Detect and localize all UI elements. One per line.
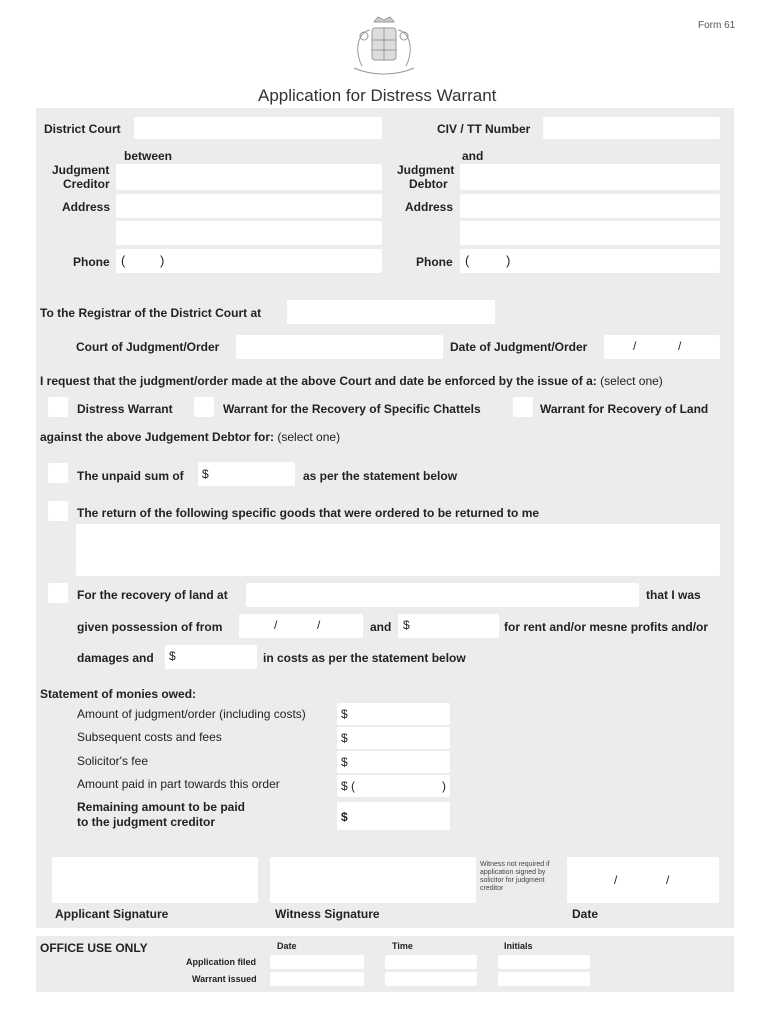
return-goods-field[interactable] [76, 524, 720, 576]
issued-initials-field[interactable] [498, 972, 590, 986]
recovery-land-label: For the recovery of land at [77, 588, 228, 602]
witness-signature-field[interactable] [270, 857, 476, 903]
office-col-date: Date [277, 941, 297, 951]
and-label: and [462, 149, 484, 163]
rent-currency: $ [403, 618, 410, 632]
witness-note-line-4: creditor [480, 885, 504, 892]
creditor-label-1: Judgment [52, 163, 110, 177]
possession-date-sep-1: / [274, 618, 278, 632]
creditor-phone-open: ( [121, 253, 126, 268]
against-select-one: (select one) [277, 430, 341, 444]
return-goods-label: The return of the following specific goods that were ordered to be returned to me [77, 506, 540, 520]
date-sep-1: / [633, 339, 637, 353]
chattels-warrant-checkbox[interactable] [194, 397, 214, 417]
request-text [40, 374, 663, 388]
court-of-judgment-label: Court of Judgment/Order [76, 340, 220, 354]
debtor-address-line1[interactable] [460, 194, 720, 218]
statement-heading: Statement of monies owed: [40, 687, 197, 701]
statement-row-2-field[interactable] [337, 727, 450, 749]
to-registrar-label: To the Registrar of the District Court at [40, 306, 262, 320]
statement-row-2-prefix: $ [341, 731, 348, 745]
date-of-judgment-field[interactable] [604, 335, 720, 359]
date-of-judgment-label: Date of Judgment/Order [450, 340, 588, 354]
request-select-one: (select one) [600, 374, 663, 388]
nz-coat-of-arms-icon [344, 14, 424, 80]
office-row-issued: Warrant issued [192, 974, 257, 984]
creditor-phone-label: Phone [73, 255, 110, 269]
page-title: Application for Distress Warrant [258, 86, 497, 105]
creditor-address-line1[interactable] [116, 194, 382, 218]
debtor-address-label: Address [405, 200, 454, 214]
possession-date-sep-2: / [317, 618, 321, 632]
issued-date-field[interactable] [270, 972, 364, 986]
district-court-field[interactable] [134, 117, 382, 139]
land-warrant-label: Warrant for Recovery of Land [540, 402, 709, 416]
unpaid-sum-currency: $ [202, 467, 209, 481]
that-i-was-label: that I was [646, 588, 701, 602]
filed-date-field[interactable] [270, 955, 364, 969]
witness-note-line-3: solicitor for judgment [480, 877, 545, 884]
creditor-address-line2[interactable] [116, 221, 382, 245]
remaining-amount-field[interactable] [337, 802, 450, 830]
statement-row-2-label: Subsequent costs and fees [77, 730, 222, 744]
statement-row-4-prefix: $ ( [341, 779, 356, 793]
given-possession-label: given possession of from [77, 620, 223, 634]
court-of-judgment-field[interactable] [236, 335, 443, 359]
signature-date-sep-1: / [614, 873, 618, 887]
remaining-label-2: to the judgment creditor [77, 815, 215, 829]
creditor-label-2: Creditor [63, 177, 110, 191]
signature-date-label: Date [572, 907, 599, 921]
witness-note [480, 861, 550, 893]
civ-number-label: CIV / TT Number [437, 122, 531, 136]
debtor-name-field[interactable] [460, 164, 720, 190]
creditor-phone-close: ) [160, 253, 165, 268]
rent-amount-field[interactable] [398, 614, 499, 638]
office-col-time: Time [392, 941, 413, 951]
distress-warrant-checkbox[interactable] [48, 397, 68, 417]
return-goods-checkbox[interactable] [48, 501, 68, 521]
unpaid-sum-checkbox[interactable] [48, 463, 68, 483]
signature-date-sep-2: / [666, 873, 670, 887]
registrar-court-field[interactable] [287, 300, 495, 324]
office-use-heading: OFFICE USE ONLY [40, 941, 148, 955]
chattels-warrant-label: Warrant for the Recovery of Specific Chattels [223, 402, 481, 416]
remaining-label-1: Remaining amount to be paid [77, 800, 246, 814]
applicant-signature-label: Applicant Signature [55, 907, 169, 921]
issued-time-field[interactable] [385, 972, 477, 986]
debtor-phone-label: Phone [416, 255, 453, 269]
creditor-name-field[interactable] [116, 164, 382, 190]
between-label: between [124, 149, 173, 163]
statement-row-1-field[interactable] [337, 703, 450, 725]
recovery-land-field[interactable] [246, 583, 639, 607]
debtor-label-2: Debtor [409, 177, 448, 191]
damages-amount-field[interactable] [165, 645, 257, 669]
statement-row-4-label: Amount paid in part towards this order [77, 777, 280, 791]
unpaid-sum-label: The unpaid sum of [77, 469, 184, 483]
witness-note-line-1: Witness not required if [480, 861, 550, 868]
signature-date-field[interactable] [567, 857, 719, 903]
creditor-phone-field[interactable] [116, 249, 382, 273]
statement-row-1-prefix: $ [341, 707, 348, 721]
filed-time-field[interactable] [385, 955, 477, 969]
unpaid-sum-suffix: as per the statement below [303, 469, 458, 483]
statement-row-3-field[interactable] [337, 751, 450, 773]
in-costs-text: in costs as per the statement below [263, 651, 466, 665]
debtor-phone-field[interactable] [460, 249, 720, 273]
distress-warrant-label: Distress Warrant [77, 402, 173, 416]
debtor-label-1: Judgment [397, 163, 455, 177]
date-sep-2: / [678, 339, 682, 353]
possession-date-field[interactable] [239, 614, 363, 638]
unpaid-sum-field[interactable] [198, 462, 295, 486]
filed-initials-field[interactable] [498, 955, 590, 969]
debtor-phone-close: ) [506, 253, 511, 268]
land-warrant-checkbox[interactable] [513, 397, 533, 417]
creditor-address-label: Address [62, 200, 111, 214]
statement-row-3-label: Solicitor's fee [77, 754, 148, 768]
statement-row-3-prefix: $ [341, 755, 348, 769]
debtor-phone-open: ( [465, 253, 470, 268]
statement-row-1-label: Amount of judgment/order (including costs) [77, 707, 306, 721]
possession-and-label: and [370, 620, 392, 634]
statement-row-4-suffix: ) [442, 779, 446, 793]
civ-number-field[interactable] [543, 117, 720, 139]
damages-and-label: damages and [77, 651, 154, 665]
applicant-signature-field[interactable] [52, 857, 258, 903]
district-court-label: District Court [44, 122, 121, 136]
form-number: Form 61 [698, 20, 736, 31]
office-row-filed: Application filed [186, 957, 257, 967]
witness-note-line-2: application signed by [480, 869, 546, 876]
request-statement: I request that the judgment/order made at the above Court and date be enforced by the issue of a: [40, 374, 597, 388]
office-col-initials: Initials [504, 941, 533, 951]
recovery-land-checkbox[interactable] [48, 583, 68, 603]
damages-currency: $ [169, 649, 176, 663]
against-text [40, 430, 340, 444]
rent-text: for rent and/or mesne profits and/or [504, 620, 709, 634]
against-statement: against the above Judgement Debtor for: [40, 430, 275, 444]
debtor-address-line2[interactable] [460, 221, 720, 245]
witness-signature-label: Witness Signature [275, 907, 380, 921]
remaining-prefix: $ [341, 810, 348, 824]
